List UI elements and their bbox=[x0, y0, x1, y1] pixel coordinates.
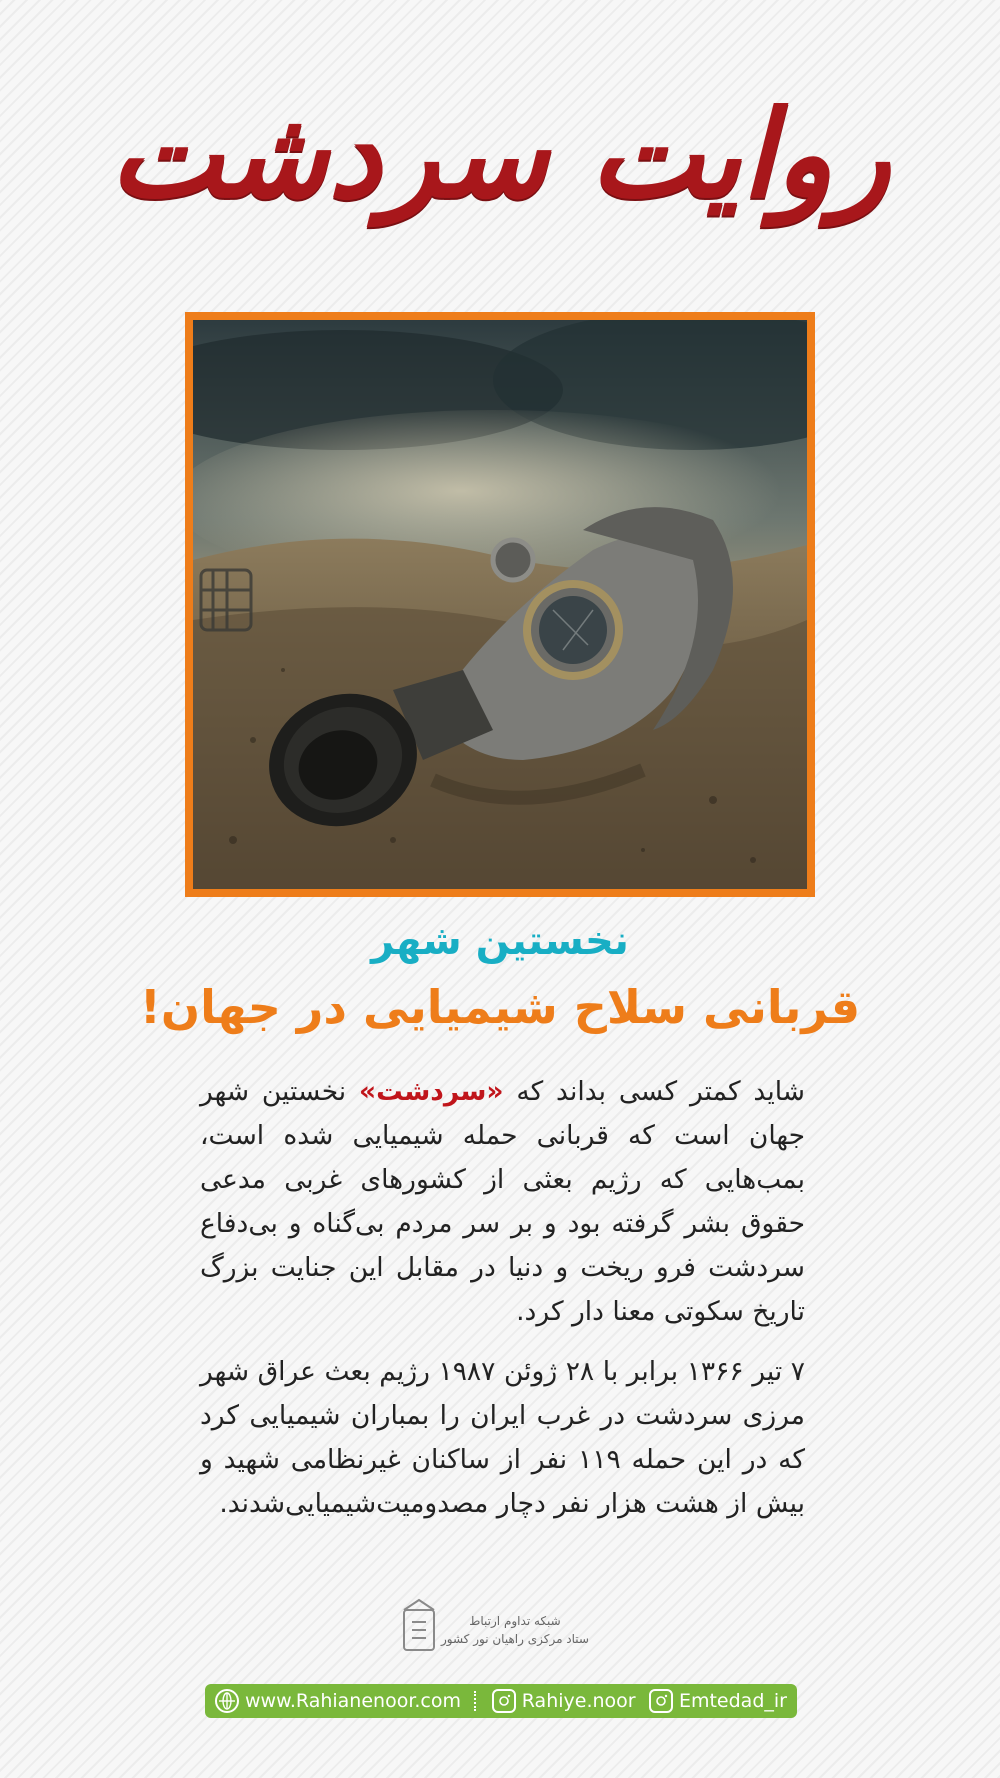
footer-bar bbox=[205, 1684, 797, 1718]
highlight-sardasht: «سردشت» bbox=[359, 1076, 504, 1107]
website-link[interactable] bbox=[215, 1689, 461, 1713]
page-title: روایت سردشت bbox=[109, 84, 891, 225]
instagram-icon bbox=[649, 1689, 673, 1713]
instagram-link-rahiye[interactable] bbox=[492, 1689, 636, 1713]
history-paragraph: ۷ تیر ۱۳۶۶ برابر با ۲۸ ژوئن ۱۹۸۷ رژیم بعث عراق شهر مرزی سردشت در غرب ایران را بمباران شیمیایی کرد که در این حمله ۱۱۹ نفر از ساکنان غیرنظامی شهید و بیش از هشت هزار نفر دچار مصدومیت‌شیمیایی‌شدند. bbox=[200, 1356, 806, 1519]
logo-line2: ستاد مرکزی راهیان نور کشور bbox=[440, 1632, 589, 1646]
logo-caption bbox=[440, 1612, 590, 1648]
footer-divider bbox=[474, 1691, 478, 1711]
intro-text-after: نخستین شهر جهان است که قربانی حمله شیمیایی شده است، بمب‌هایی که رژیم بعثی از کشورهای غربی مدعی حقوق بشر گرفته بود و بر سر مردم بی‌گناه و بی‌دفاع سردشت فرو ریخت و دنیا در مقابل این جنایت بزرگ تاریخ سکوتی معنا دار کرد. bbox=[200, 1076, 805, 1327]
gas-mask-image bbox=[193, 320, 807, 889]
headline-line2: قربانی سلاح شیمیایی در جهان! bbox=[139, 980, 861, 1034]
headline-line1: نخستین شهر bbox=[371, 918, 629, 964]
instagram-handle-1: Rahiye.noor bbox=[521, 1690, 636, 1712]
intro-paragraph bbox=[200, 1070, 805, 1334]
hero-photo bbox=[185, 312, 815, 897]
website-text: www.Rahianenoor.com bbox=[245, 1690, 462, 1712]
intro-text-before: شاید کمتر کسی بداند که bbox=[503, 1076, 805, 1107]
logo-line1: شبکه تداوم ارتباط bbox=[469, 1614, 561, 1628]
instagram-icon bbox=[492, 1689, 516, 1713]
instagram-link-emtedad[interactable] bbox=[649, 1689, 787, 1713]
instagram-handle-2: Emtedad_ir bbox=[678, 1690, 787, 1712]
globe-icon bbox=[215, 1689, 239, 1713]
